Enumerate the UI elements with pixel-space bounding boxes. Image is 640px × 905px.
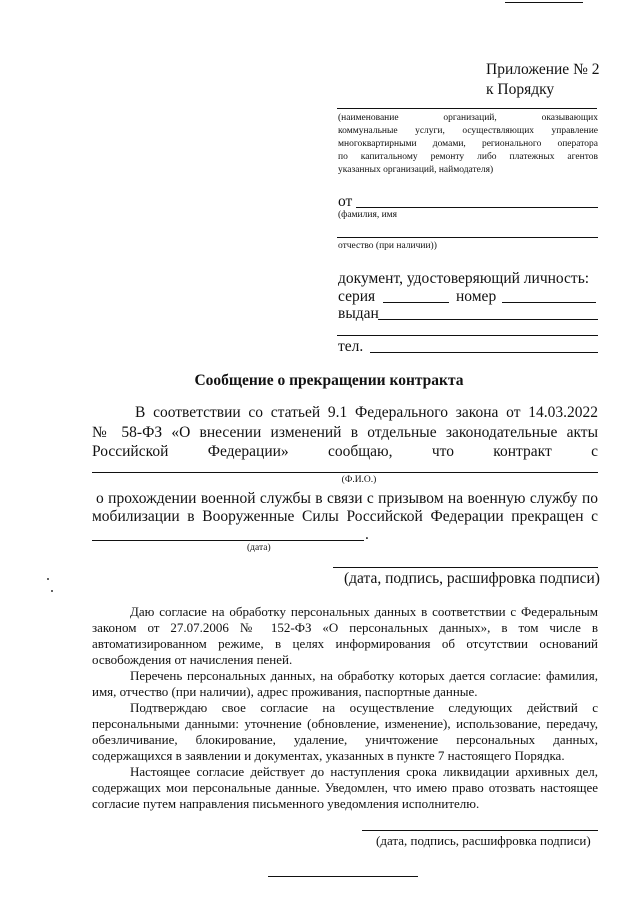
phone-field[interactable] bbox=[370, 352, 598, 353]
body-word: Российской bbox=[92, 443, 169, 460]
body-word: контракт bbox=[493, 443, 552, 460]
recipient-hint-line: указанных организаций, наймодателя) bbox=[338, 165, 494, 175]
body-line-3 bbox=[92, 443, 598, 461]
body-word: с bbox=[591, 443, 598, 460]
scan-mark bbox=[47, 578, 49, 580]
issued-field[interactable] bbox=[378, 319, 598, 320]
series-field[interactable] bbox=[383, 302, 449, 303]
recipient-hint-line: (наименование организаций, оказывающих bbox=[338, 113, 598, 123]
recipient-hint-line: по капитальному ремонту либо платежных агентов bbox=[338, 152, 598, 162]
consent-section bbox=[92, 604, 598, 812]
document-heading: Сообщение о прекращении контракта bbox=[194, 372, 464, 389]
signature-1-hint: (дата, подпись, расшифровка подписи) bbox=[344, 570, 600, 587]
body-line-2: № 58-ФЗ «О внесении изменений в отдельные законодательные акты bbox=[92, 424, 598, 441]
fio-field[interactable] bbox=[92, 472, 598, 473]
scan-mark bbox=[51, 590, 53, 592]
recipient-hint-line: многоквартирными домами, регионального оператора bbox=[338, 139, 598, 149]
appendix-subtitle: к Порядку bbox=[486, 81, 555, 98]
signature-2-line[interactable] bbox=[362, 830, 598, 831]
consent-line: содержащихся в заявлении и документах, указанных в пункте 7 настоящего Порядка. bbox=[92, 748, 565, 763]
consent-line: согласие путем направления письменного уведомления исполнителю. bbox=[92, 796, 480, 811]
body-word: что bbox=[431, 443, 454, 460]
body-line-1: В соответствии со статьей 9.1 Федерального закона от 14.03.2022 bbox=[135, 404, 598, 421]
recipient-hint-line: коммунальные услуги, осуществляющих управление bbox=[338, 126, 598, 136]
recipient-hint bbox=[338, 112, 598, 177]
consent-line: персональными данными: уточнение (обновление, изменение), использование, передачу, bbox=[92, 716, 598, 731]
consent-line: Перечень персональных данных, на обработку которых дается согласие: фамилия, bbox=[130, 668, 598, 683]
sender-name-field[interactable] bbox=[356, 207, 598, 208]
recipient-line bbox=[337, 108, 597, 109]
body-word: Федерации» bbox=[207, 443, 289, 460]
body-line-4: о прохождении военной службы в связи с призывом на военную службу по bbox=[96, 490, 598, 507]
phone-label: тел. bbox=[338, 338, 364, 355]
body-line-5: мобилизации в Вооруженные Силы Российской Федерации прекращен с bbox=[92, 508, 598, 525]
date-period: . bbox=[365, 526, 369, 543]
consent-line: автоматизированном режиме, в целях информирования об отсутствии оснований bbox=[92, 636, 598, 651]
consent-line: Настоящее согласие действует до наступления срока ликвидации архивных дел, bbox=[130, 764, 598, 779]
consent-line: Подтверждаю свое согласие на осуществление следующих действий с bbox=[130, 700, 598, 715]
body-word: сообщаю, bbox=[327, 443, 393, 460]
number-field[interactable] bbox=[502, 302, 596, 303]
from-label: от bbox=[338, 193, 353, 210]
date-hint: (дата) bbox=[247, 543, 271, 553]
sender-name-hint: (фамилия, имя bbox=[338, 210, 398, 220]
signature-1-line[interactable] bbox=[333, 567, 598, 568]
consent-line: Даю согласие на обработку персональных данных в соответствии с Федеральным bbox=[130, 604, 598, 619]
issued-label: выдан bbox=[338, 305, 379, 322]
consent-line: законом от 27.07.2006 № 152-ФЗ «О персональных данных», в том числе в bbox=[92, 620, 598, 635]
consent-line: освобождения от начисления пеней. bbox=[92, 652, 293, 667]
id-document-title: документ, удостоверяющий личность: bbox=[338, 270, 590, 287]
appendix-title: Приложение № 2 bbox=[486, 61, 600, 78]
sender-patronymic-field[interactable] bbox=[337, 237, 598, 238]
issued-field-continued[interactable] bbox=[337, 335, 598, 336]
top-edge-line bbox=[505, 2, 583, 3]
number-label: номер bbox=[456, 288, 497, 305]
consent-line: обезличивание, блокирование, удаление, уничтожение персональных данных, bbox=[92, 732, 598, 747]
sender-patronymic-hint: отчество (при наличии)) bbox=[338, 241, 437, 251]
bottom-separator bbox=[268, 876, 418, 877]
series-label: серия bbox=[338, 288, 376, 305]
fio-hint: (Ф.И.О.) bbox=[341, 475, 377, 485]
appendix-header bbox=[486, 60, 599, 100]
consent-line: содержащих мои персональные данные. Уведомлен, что имею право отозвать настоящее bbox=[92, 780, 598, 795]
signature-2-hint: (дата, подпись, расшифровка подписи) bbox=[376, 833, 591, 848]
consent-line: имя, отчество (при наличии), адрес проживания, паспортные данные. bbox=[92, 684, 478, 699]
date-field[interactable] bbox=[92, 540, 364, 541]
